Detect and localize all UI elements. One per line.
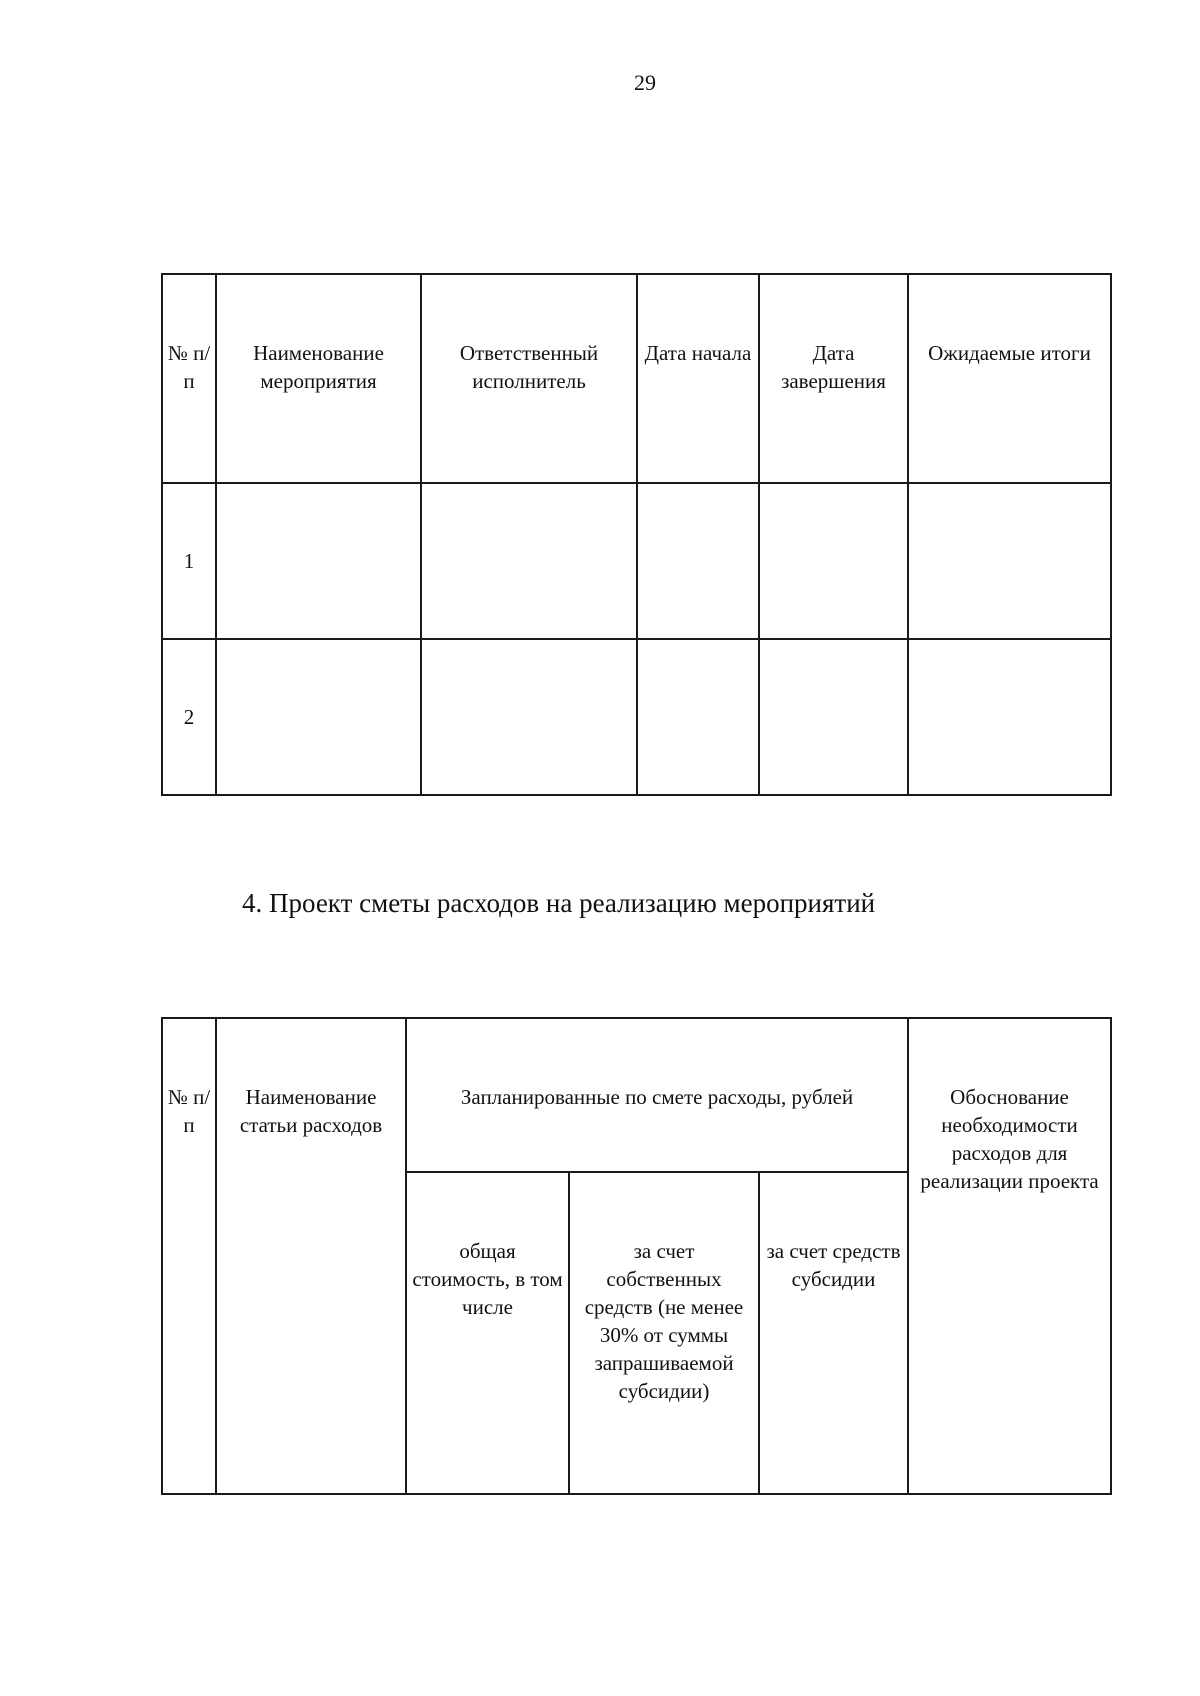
- cell-empty: [759, 483, 908, 639]
- page-number: 29: [634, 70, 656, 95]
- cell-empty: [908, 483, 1111, 639]
- cell-empty: [637, 483, 759, 639]
- header-num: № п/ п: [162, 1018, 216, 1494]
- header-expected-results: Ожидаемые итоги: [908, 274, 1111, 483]
- header-subsidy-funds: за счет средств субсидии: [759, 1172, 908, 1494]
- table-header-row: [162, 274, 1111, 483]
- table-row: [162, 639, 1111, 795]
- header-responsible: Ответственный исполнитель: [421, 274, 637, 483]
- table-header-row: [162, 1018, 1111, 1172]
- cell-empty: [637, 639, 759, 795]
- header-event-name: Наименование мероприятия: [216, 274, 421, 483]
- header-planned-expenses: Запланированные по смете расходы, рублей: [406, 1018, 908, 1172]
- cell-empty: [421, 483, 637, 639]
- cell-empty: [216, 483, 421, 639]
- cell-empty: [421, 639, 637, 795]
- header-justification: Обоснование необходимости расходов для реализации проекта: [908, 1018, 1111, 1494]
- row-num: 1: [162, 483, 216, 639]
- table-row: [162, 483, 1111, 639]
- events-plan-table: [161, 273, 1112, 796]
- header-end-date: Дата завершения: [759, 274, 908, 483]
- header-expense-item: Наименование статьи расходов: [216, 1018, 406, 1494]
- row-num: 2: [162, 639, 216, 795]
- budget-estimate-table: [161, 1017, 1112, 1495]
- cell-empty: [908, 639, 1111, 795]
- header-own-funds: за счет собственных средств (не менее 30% от суммы запрашиваемой субсидии): [569, 1172, 759, 1494]
- section-title: 4. Проект сметы расходов на реализацию мероприятий: [242, 888, 876, 918]
- cell-empty: [759, 639, 908, 795]
- header-num: № п/ п: [162, 274, 216, 483]
- header-start-date: Дата начала: [637, 274, 759, 483]
- header-total-cost: общая стоимость, в том числе: [406, 1172, 569, 1494]
- cell-empty: [216, 639, 421, 795]
